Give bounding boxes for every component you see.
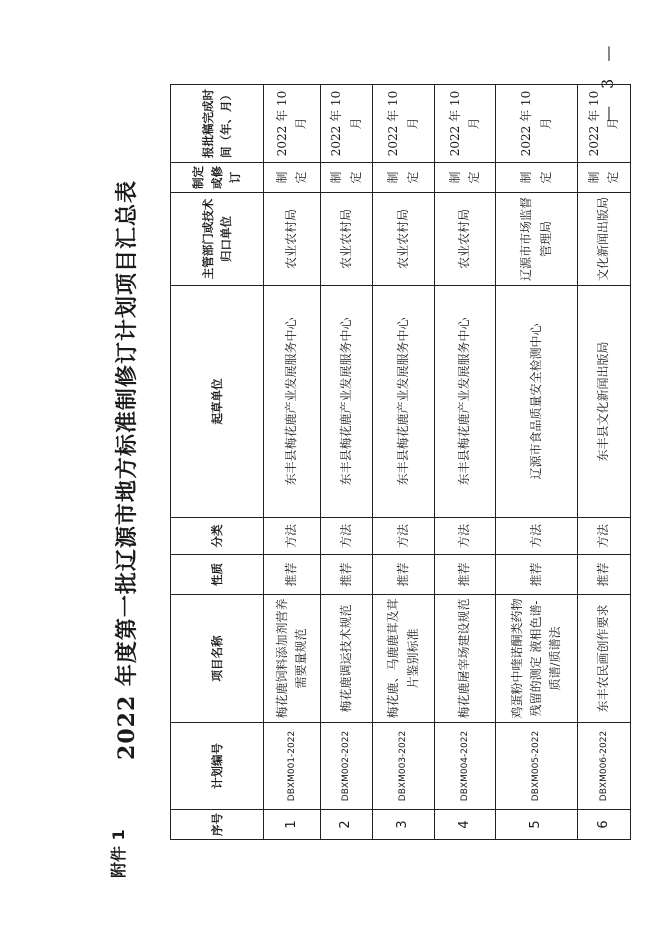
cell-drafter: 东丰县梅花鹿产业发展服务中心 [321, 286, 373, 518]
page-title: 2022 年度第一批辽源市地方标准制修订计划项目汇总表 [114, 180, 140, 760]
cell-code: DBXM005-2022 [496, 723, 578, 810]
cell-drafter: 辽源市食品质量安全检测中心 [496, 286, 578, 518]
cell-category: 方法 [435, 518, 496, 555]
cell-drafter: 东丰县梅花鹿产业发展服务中心 [373, 286, 435, 518]
cell-nature: 推荐 [578, 555, 631, 595]
cell-code: DBXM006-2022 [578, 723, 631, 810]
cell-deadline: 2022 年 10 月 [264, 85, 321, 163]
cell-category: 方法 [373, 518, 435, 555]
cell-deadline: 2022 年 10 月 [496, 85, 578, 163]
header-type: 制定或修订 [171, 163, 264, 193]
project-summary-table [170, 84, 631, 840]
cell-type: 制定 [264, 163, 321, 193]
cell-category: 方法 [496, 518, 578, 555]
cell-deadline: 2022 年 10 月 [321, 85, 373, 163]
cell-category: 方法 [321, 518, 373, 555]
cell-type: 制定 [578, 163, 631, 193]
header-seq: 序号 [171, 810, 264, 840]
cell-nature: 推荐 [321, 555, 373, 595]
cell-category: 方法 [578, 518, 631, 555]
cell-name: 梅花鹿调运技术规范 [321, 595, 373, 723]
cell-deadline: 2022 年 10 月 [435, 85, 496, 163]
cell-dept: 文化新闻出版局 [578, 193, 631, 286]
cell-name: 梅花鹿、马鹿鹿茸及茸片鉴别标准 [373, 595, 435, 723]
cell-seq: 5 [496, 810, 578, 840]
cell-code: DBXM002-2022 [321, 723, 373, 810]
cell-name: 东丰农民画创作要求 [578, 595, 631, 723]
cell-type: 制定 [373, 163, 435, 193]
cell-seq: 6 [578, 810, 631, 840]
page-number: — 3 — [598, 39, 617, 122]
header-deadline: 报批稿完成时间（年、月） [171, 85, 264, 163]
header-nature: 性质 [171, 555, 264, 595]
cell-category: 方法 [264, 518, 321, 555]
cell-code: DBXM001-2022 [264, 723, 321, 810]
cell-seq: 3 [373, 810, 435, 840]
cell-deadline: 2022 年 10 月 [578, 85, 631, 163]
cell-name: 梅花鹿饲料添加剂营养需要量规范 [264, 595, 321, 723]
table-row [496, 85, 578, 840]
table-row [321, 85, 373, 840]
cell-seq: 1 [264, 810, 321, 840]
cell-dept: 辽源市市场监督管理局 [496, 193, 578, 286]
cell-dept: 农业农村局 [264, 193, 321, 286]
cell-nature: 推荐 [264, 555, 321, 595]
cell-type: 制定 [496, 163, 578, 193]
cell-deadline: 2022 年 10 月 [373, 85, 435, 163]
table-row [373, 85, 435, 840]
cell-dept: 农业农村局 [435, 193, 496, 286]
header-category: 分类 [171, 518, 264, 555]
cell-nature: 推荐 [373, 555, 435, 595]
cell-name: 鸡蛋粉中喹诺酮类药物残留的测定 液相色谱-质谱/质谱法 [496, 595, 578, 723]
table-row [435, 85, 496, 840]
attachment-label: 附件 1 [109, 829, 128, 878]
cell-nature: 推荐 [496, 555, 578, 595]
table-row [578, 85, 631, 840]
cell-seq: 2 [321, 810, 373, 840]
cell-seq: 4 [435, 810, 496, 840]
cell-dept: 农业农村局 [321, 193, 373, 286]
cell-code: DBXM004-2022 [435, 723, 496, 810]
cell-code: DBXM003-2022 [373, 723, 435, 810]
cell-dept: 农业农村局 [373, 193, 435, 286]
header-code: 计划编号 [171, 723, 264, 810]
cell-name: 梅花鹿屠宰场建设规范 [435, 595, 496, 723]
table-row [264, 85, 321, 840]
cell-drafter: 东丰县梅花鹿产业发展服务中心 [435, 286, 496, 518]
cell-nature: 推荐 [435, 555, 496, 595]
cell-type: 制定 [321, 163, 373, 193]
header-dept: 主管部门或技术归口单位 [171, 193, 264, 286]
header-name: 项目名称 [171, 595, 264, 723]
cell-drafter: 东丰县文化新闻出版局 [578, 286, 631, 518]
header-drafter: 起草单位 [171, 286, 264, 518]
cell-type: 制定 [435, 163, 496, 193]
cell-drafter: 东丰县梅花鹿产业发展服务中心 [264, 286, 321, 518]
header-row [171, 85, 264, 840]
